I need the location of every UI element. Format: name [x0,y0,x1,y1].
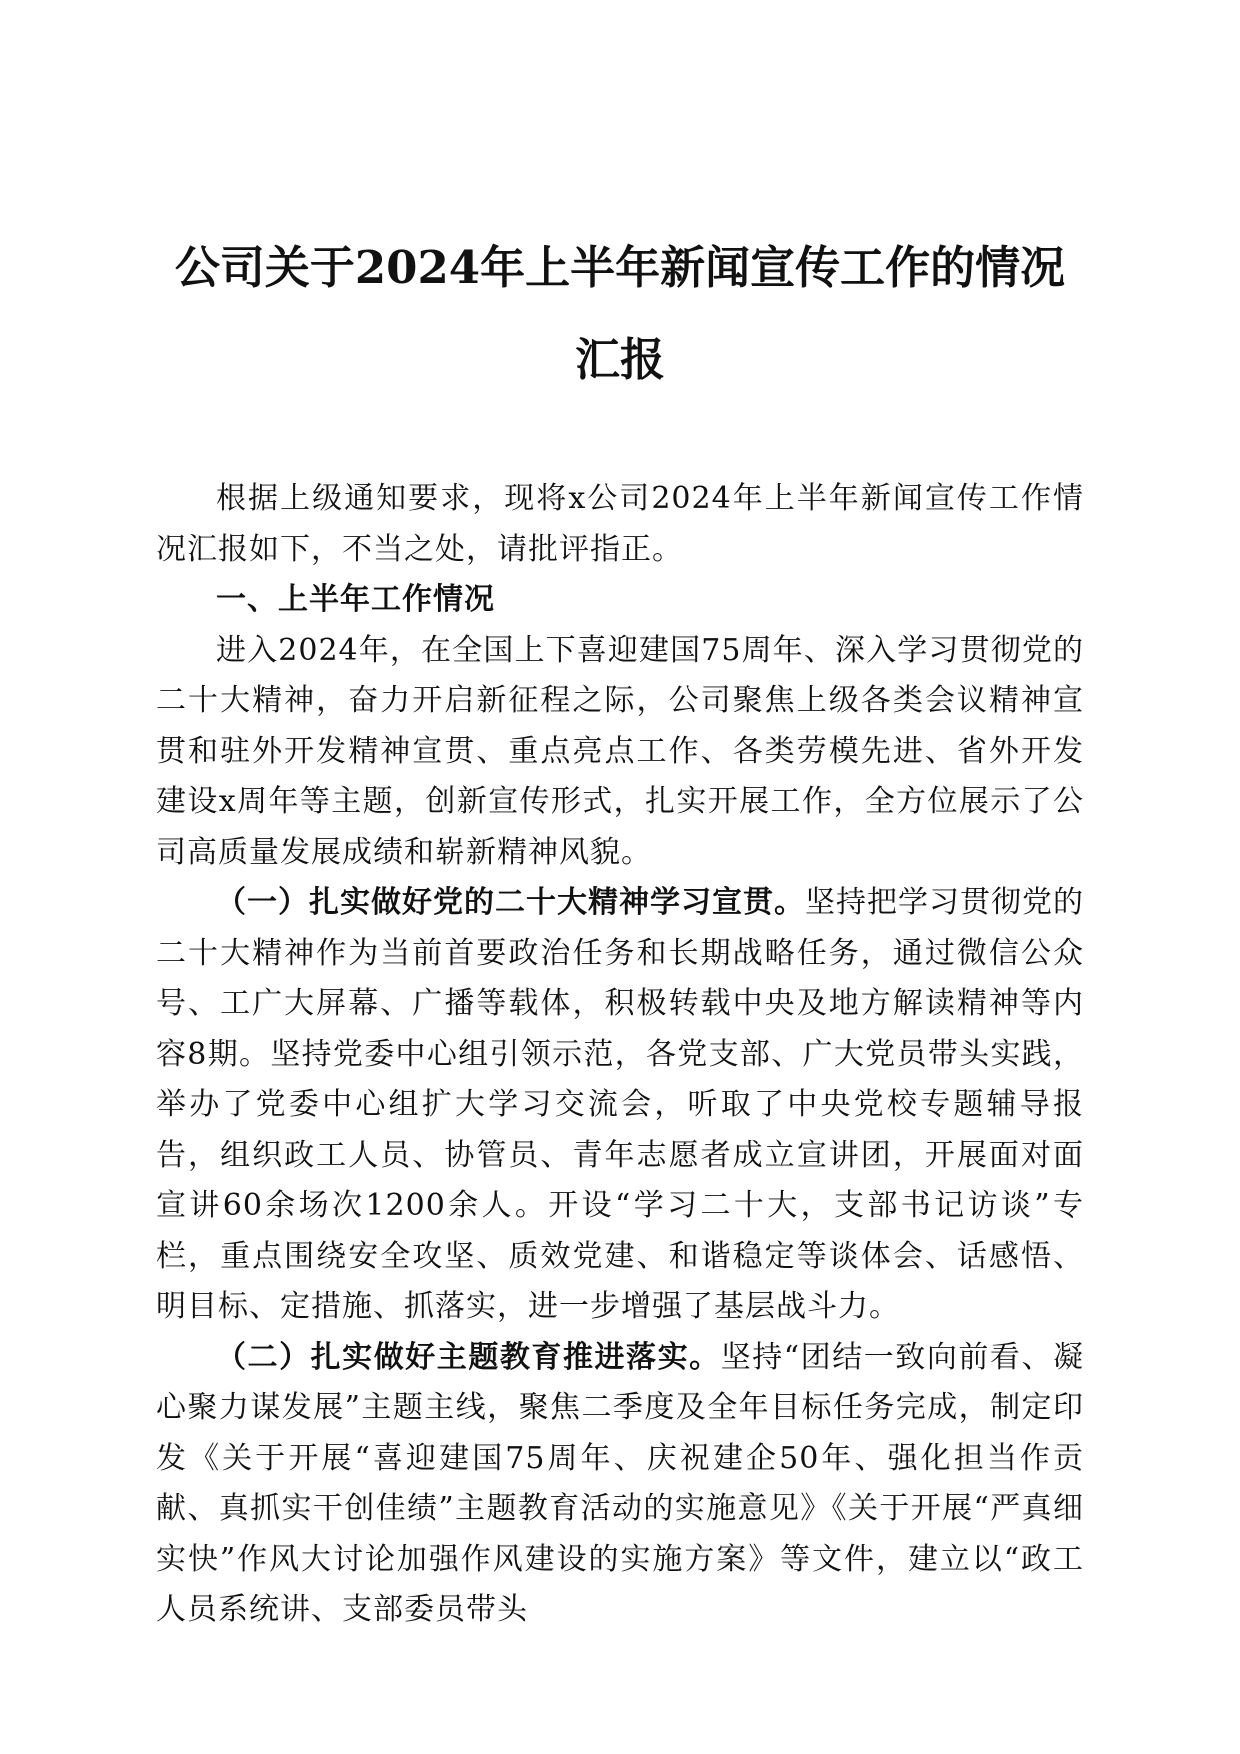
item-1-heading: （一）扎实做好党的二十大精神学习宣贯。 [216,885,805,920]
item-2-heading: （二）扎实做好主题教育推进落实。 [216,1339,721,1375]
item-1-text: 坚持把学习贯彻党的二十大精神作为当前首要政治任务和长期战略任务，通过微信公众号、工广大屏幕、广播等载体，积极转载中央及地方解读精神等内容8期。坚持党委中心组引领示范，各党支部、广大党员带头实践，举办了党委中心组扩大学习交流会，听取了中央党校专题辅导报告，组织政工人员、协管员、青年志愿者成立宣讲团，开展面对面宣讲60余场次1200余人。开设“学习二十大，支部书记访谈”专栏，重点围绕安全攻坚、质效党建、和谐稳定等谈体会、话感悟、明目标、定措施、抓落实，进一步增强了基层战斗力。 [156,885,1084,1324]
title-line-2: 汇报 [574,333,665,386]
intro-paragraph: 根据上级通知要求，现将x公司2024年上半年新闻宣传工作情况汇报如下，不当之处，请批评指正。 [156,481,1084,567]
item-2-text: 坚持“团结一致向前看、凝心聚力谋发展”主题主线，聚焦二季度及全年目标任务完成，制定印发《关于开展“喜迎建国75周年、庆祝建企50年、强化担当作贡献、真抓实干创佳绩”主题教育活动的实施意见》《关于开展“严真细实快”作风大讨论加强作风建设的实施方案》等文件，建立以“政工人员系统讲、支部委员带头 [156,1339,1084,1627]
section-1-paragraph: 进入2024年，在全国上下喜迎建国75周年、深入学习贯彻党的二十大精神，奋力开启新征程之际，公司聚焦上级各类会议精神宣贯和驻外开发精神宣贯、重点亮点工作、各类劳模先进、省外开发建设x周年等主题，创新宣传形式，扎实开展工作，全方位展示了公司高质量发展成绩和崭新精神风貌。 [156,632,1084,870]
document-title [150,222,1090,406]
item-2-paragraph [156,1333,1084,1636]
document-body [156,474,1084,1636]
item-1-paragraph [156,878,1084,1333]
section-heading-1: 一、上半年工作情况 [216,582,495,617]
title-line-1: 公司关于2024年上半年新闻宣传工作的情况 [174,241,1066,294]
